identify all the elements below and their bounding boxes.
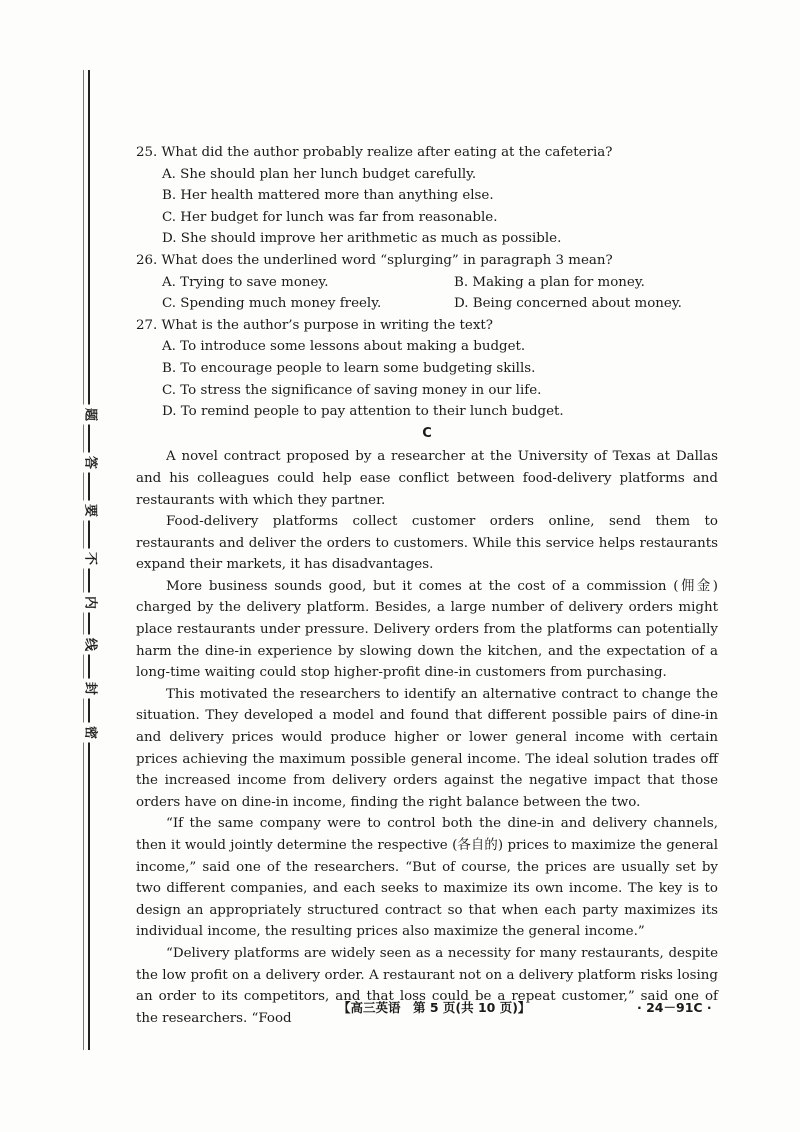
- passage-paragraph: “Delivery platforms are widely seen as a necessity for many restaurants, despite the low profit on a delivery order. A restaurant not on a delivery platform risks losing an order to its competitors, and that loss could be a repeat customer,” said one of the researchers. “Food: [136, 945, 718, 1026]
- page-number-label: 【高三英语 第 5 页(共 10 页)】: [338, 1000, 531, 1015]
- seal-char: 线: [83, 635, 102, 655]
- answer-option: B. To encourage people to learn some budgeting skills.: [162, 360, 536, 376]
- answer-option: D. Being concerned about money.: [454, 296, 682, 312]
- passage-paragraph: A novel contract proposed by a researcher at the University of Texas at Dallas and his colleagues could help ease conflict between food-delivery platforms and restaurants with which they partner.: [136, 449, 718, 508]
- question-stem: 26. What does the underlined word “splurging” in paragraph 3 mean?: [136, 252, 613, 268]
- seal-char: 要: [83, 501, 102, 521]
- answer-option: A. She should plan her lunch budget carefully.: [162, 166, 477, 182]
- passage-paragraph: This motivated the researchers to identify an alternative contract to change the situation. They developed a model and found that different possible pairs of dine-in and delivery prices would produce higher or lower general income with certain prices achieving the maximum possible general income. The ideal solution trades off the increased income from delivery orders against the negative impact that those orders have on dine-in income, finding the right balance between the two.: [136, 686, 718, 810]
- answer-option: C. To stress the significance of saving money in our life.: [162, 382, 542, 398]
- answer-option: D. She should improve her arithmetic as much as possible.: [162, 231, 562, 247]
- question-27: [136, 315, 718, 423]
- answer-option: C. Spending much money freely.: [162, 296, 382, 312]
- answer-option: B. Her health mattered more than anything else.: [162, 188, 494, 204]
- answer-option: B. Making a plan for money.: [454, 274, 645, 290]
- seal-char: 不: [83, 549, 102, 569]
- seal-char: 答: [83, 453, 102, 473]
- passage-paragraph: “If the same company were to control both the dine-in and delivery channels, then it would jointly determine the respective (各自的) prices to maximize the general income,” said one of the researchers. “But of course, the prices are usually set by two different companies, and each seeks to maximize its own income. The key is to design an appropriately structured contract so that when each party maximizes its individual income, the resulting prices also maximize the general income.”: [136, 816, 718, 940]
- passage-paragraph: More business sounds good, but it comes at the cost of a commission (佣金) charged by the delivery platform. Besides, a large number of delivery orders might place restaurants under pressure. Delivery orders from the platforms can potentially harm the dine-in experience by slowing down the kitchen, and the expectation of a long-time waiting could stop higher-profit dine-in customers from purchasing.: [136, 578, 719, 681]
- question-25: [136, 142, 718, 250]
- question-stem: 27. What is the author’s purpose in writing the text?: [136, 317, 493, 333]
- seal-char: 内: [83, 593, 102, 613]
- passage-paragraph: Food-delivery platforms collect customer orders online, send them to restaurants and deliver the orders to customers. While this service helps restaurants expand their markets, it has disadvantages.: [136, 514, 718, 573]
- question-stem: 25. What did the author probably realize after eating at the cafeteria?: [136, 145, 613, 160]
- seal-char: 密: [83, 723, 102, 743]
- section-heading: C: [422, 425, 432, 441]
- page-footer: [0, 998, 800, 1020]
- answer-option: C. Her budget for lunch was far from reasonable.: [162, 209, 498, 225]
- exam-code: · 24－91C ·: [637, 1000, 712, 1015]
- seal-char: 封: [83, 679, 102, 699]
- answer-option: A. Trying to save money.: [162, 274, 329, 290]
- seal-char: 题: [83, 405, 102, 425]
- answer-option: A. To introduce some lessons about making a budget.: [162, 339, 526, 355]
- page-content: [136, 142, 718, 1029]
- passage-c: [136, 446, 718, 1029]
- question-26: [136, 250, 718, 315]
- answer-option: D. To remind people to pay attention to their lunch budget.: [162, 404, 564, 420]
